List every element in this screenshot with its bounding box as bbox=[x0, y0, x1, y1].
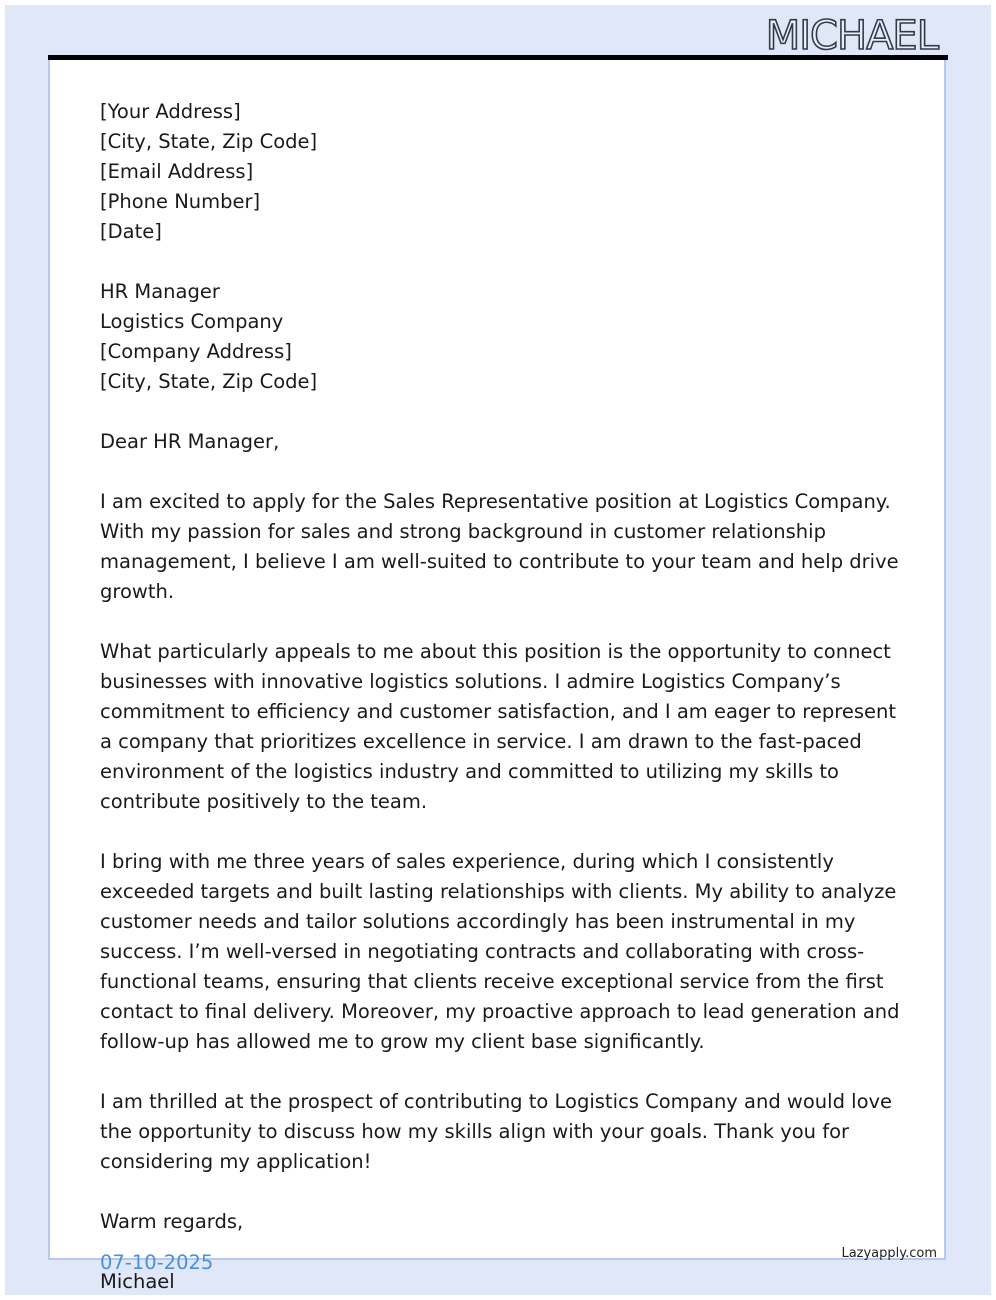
sender-date: [Date] bbox=[100, 220, 162, 243]
spacer bbox=[100, 1177, 900, 1207]
cover-letter-body bbox=[100, 97, 900, 1297]
salutation: Dear HR Manager, bbox=[100, 430, 280, 453]
spacer bbox=[100, 607, 900, 637]
signature-name: Michael bbox=[100, 1270, 175, 1293]
spacer bbox=[100, 457, 900, 487]
footer-site-credit: Lazyapply.com bbox=[841, 1246, 937, 1261]
footer-date: 07-10-2025 bbox=[100, 1251, 214, 1274]
spacer bbox=[100, 817, 900, 847]
body-paragraph-intro: I am excited to apply for the Sales Representative position at Logistics Company. With my passion for sales and strong background in customer relationship management, I believe I am well-suited to contribute to your team and help drive growth. bbox=[100, 490, 899, 603]
spacer bbox=[100, 247, 900, 277]
sender-city-state-zip: [City, State, Zip Code] bbox=[100, 130, 318, 153]
body-paragraph-closing: I am thrilled at the prospect of contributing to Logistics Company and would love the opportunity to discuss how my skills align with your goals. Thank you for considering my application! bbox=[100, 1090, 893, 1173]
recipient-address: [Company Address] bbox=[100, 340, 292, 363]
sender-phone: [Phone Number] bbox=[100, 190, 261, 213]
spacer bbox=[100, 397, 900, 427]
sender-address: [Your Address] bbox=[100, 100, 241, 123]
recipient-title: HR Manager bbox=[100, 280, 220, 303]
recipient-city-state-zip: [City, State, Zip Code] bbox=[100, 370, 318, 393]
closing-phrase: Warm regards, bbox=[100, 1210, 244, 1233]
applicant-name-heading: MICHAEL bbox=[765, 13, 938, 59]
body-paragraph-motivation: What particularly appeals to me about this position is the opportunity to connect businesses with innovative logistics solutions. I admire Logistics Company’s commitment to efficiency and customer satisfaction, and I am eager to represent a company that prioritizes excellence in service. I am drawn to the fast-paced environment of the logistics industry and committed to utilizing my skills to contribute positively to the team. bbox=[100, 640, 897, 813]
body-paragraph-experience: I bring with me three years of sales experience, during which I consistently exceeded targets and built lasting relationships with clients. My ability to analyze customer needs and tailor solutions accordingly has been instrumental in my success. I’m well-versed in negotiating contracts and collaborating with cross-functional teams, ensuring that clients receive exceptional service from the first contact to final delivery. Moreover, my proactive approach to lead generation and follow-up has allowed me to grow my client base significantly. bbox=[100, 850, 900, 1053]
recipient-company: Logistics Company bbox=[100, 310, 284, 333]
sender-email: [Email Address] bbox=[100, 160, 254, 183]
spacer bbox=[100, 1237, 900, 1267]
spacer bbox=[100, 1057, 900, 1087]
